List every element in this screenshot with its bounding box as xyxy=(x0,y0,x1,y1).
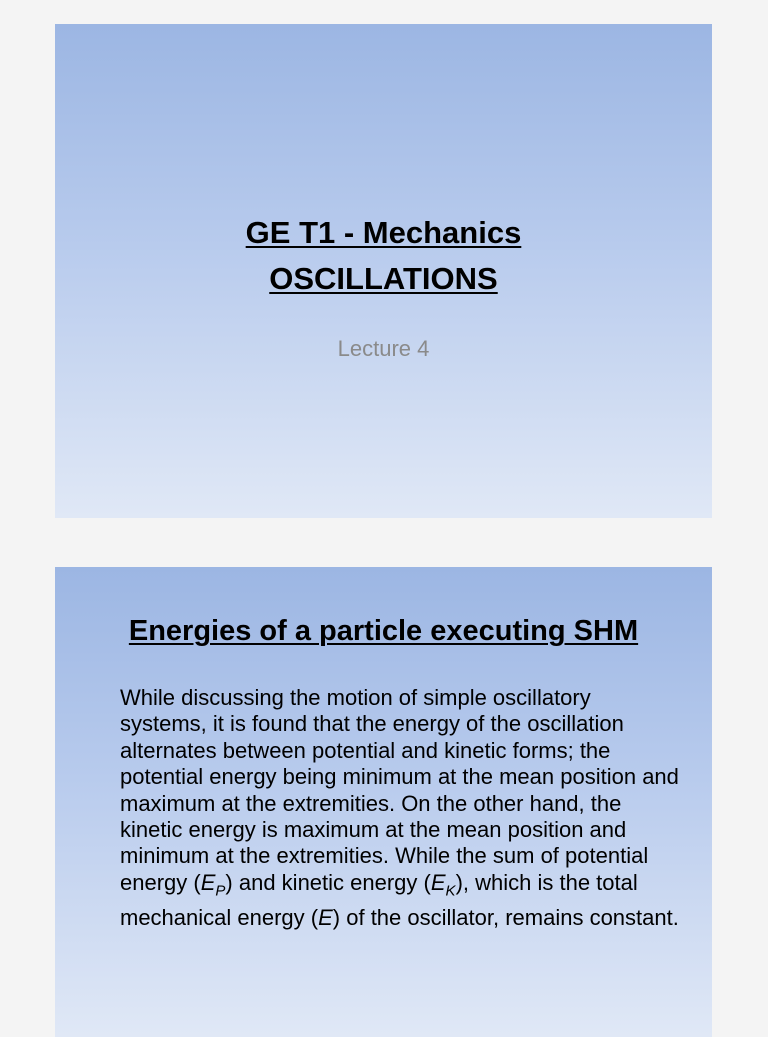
slide-subtitle: Lecture 4 xyxy=(337,336,430,361)
ep-letter: E xyxy=(200,869,216,895)
ek-subscript: K xyxy=(445,882,456,900)
title-line-course: GE T1 - Mechanics xyxy=(245,215,522,250)
content-slide xyxy=(55,567,712,1037)
body-text-part-3: ), which is the total mechanical energy ( xyxy=(120,869,638,930)
body-text-part-1: While discussing the motion of simple oscillatory systems, it is found that the energy of the oscillation alternates between potential and kinetic forms; the potential energy being minimum at the mean position and maximum at the extremities. On the other hand, the kinetic energy is maximum at the mean position and minimum at the extremities. While the sum of potential energy ( xyxy=(120,685,679,895)
slide-title xyxy=(55,210,712,302)
slide-heading xyxy=(55,611,712,651)
body-paragraph xyxy=(120,685,680,931)
title-slide xyxy=(55,24,712,518)
potential-energy-symbol xyxy=(200,869,226,900)
heading-text: Energies of a particle executing SHM xyxy=(128,615,639,647)
total-energy-symbol: E xyxy=(318,904,333,930)
title-line-topic: OSCILLATIONS xyxy=(269,261,498,296)
kinetic-energy-symbol xyxy=(430,869,456,900)
ep-subscript: P xyxy=(215,882,226,900)
body-text-part-4: ) of the oscillator, remains constant. xyxy=(332,904,679,930)
ek-letter: E xyxy=(430,869,446,895)
body-text-part-2: ) and kinetic energy ( xyxy=(225,869,431,895)
